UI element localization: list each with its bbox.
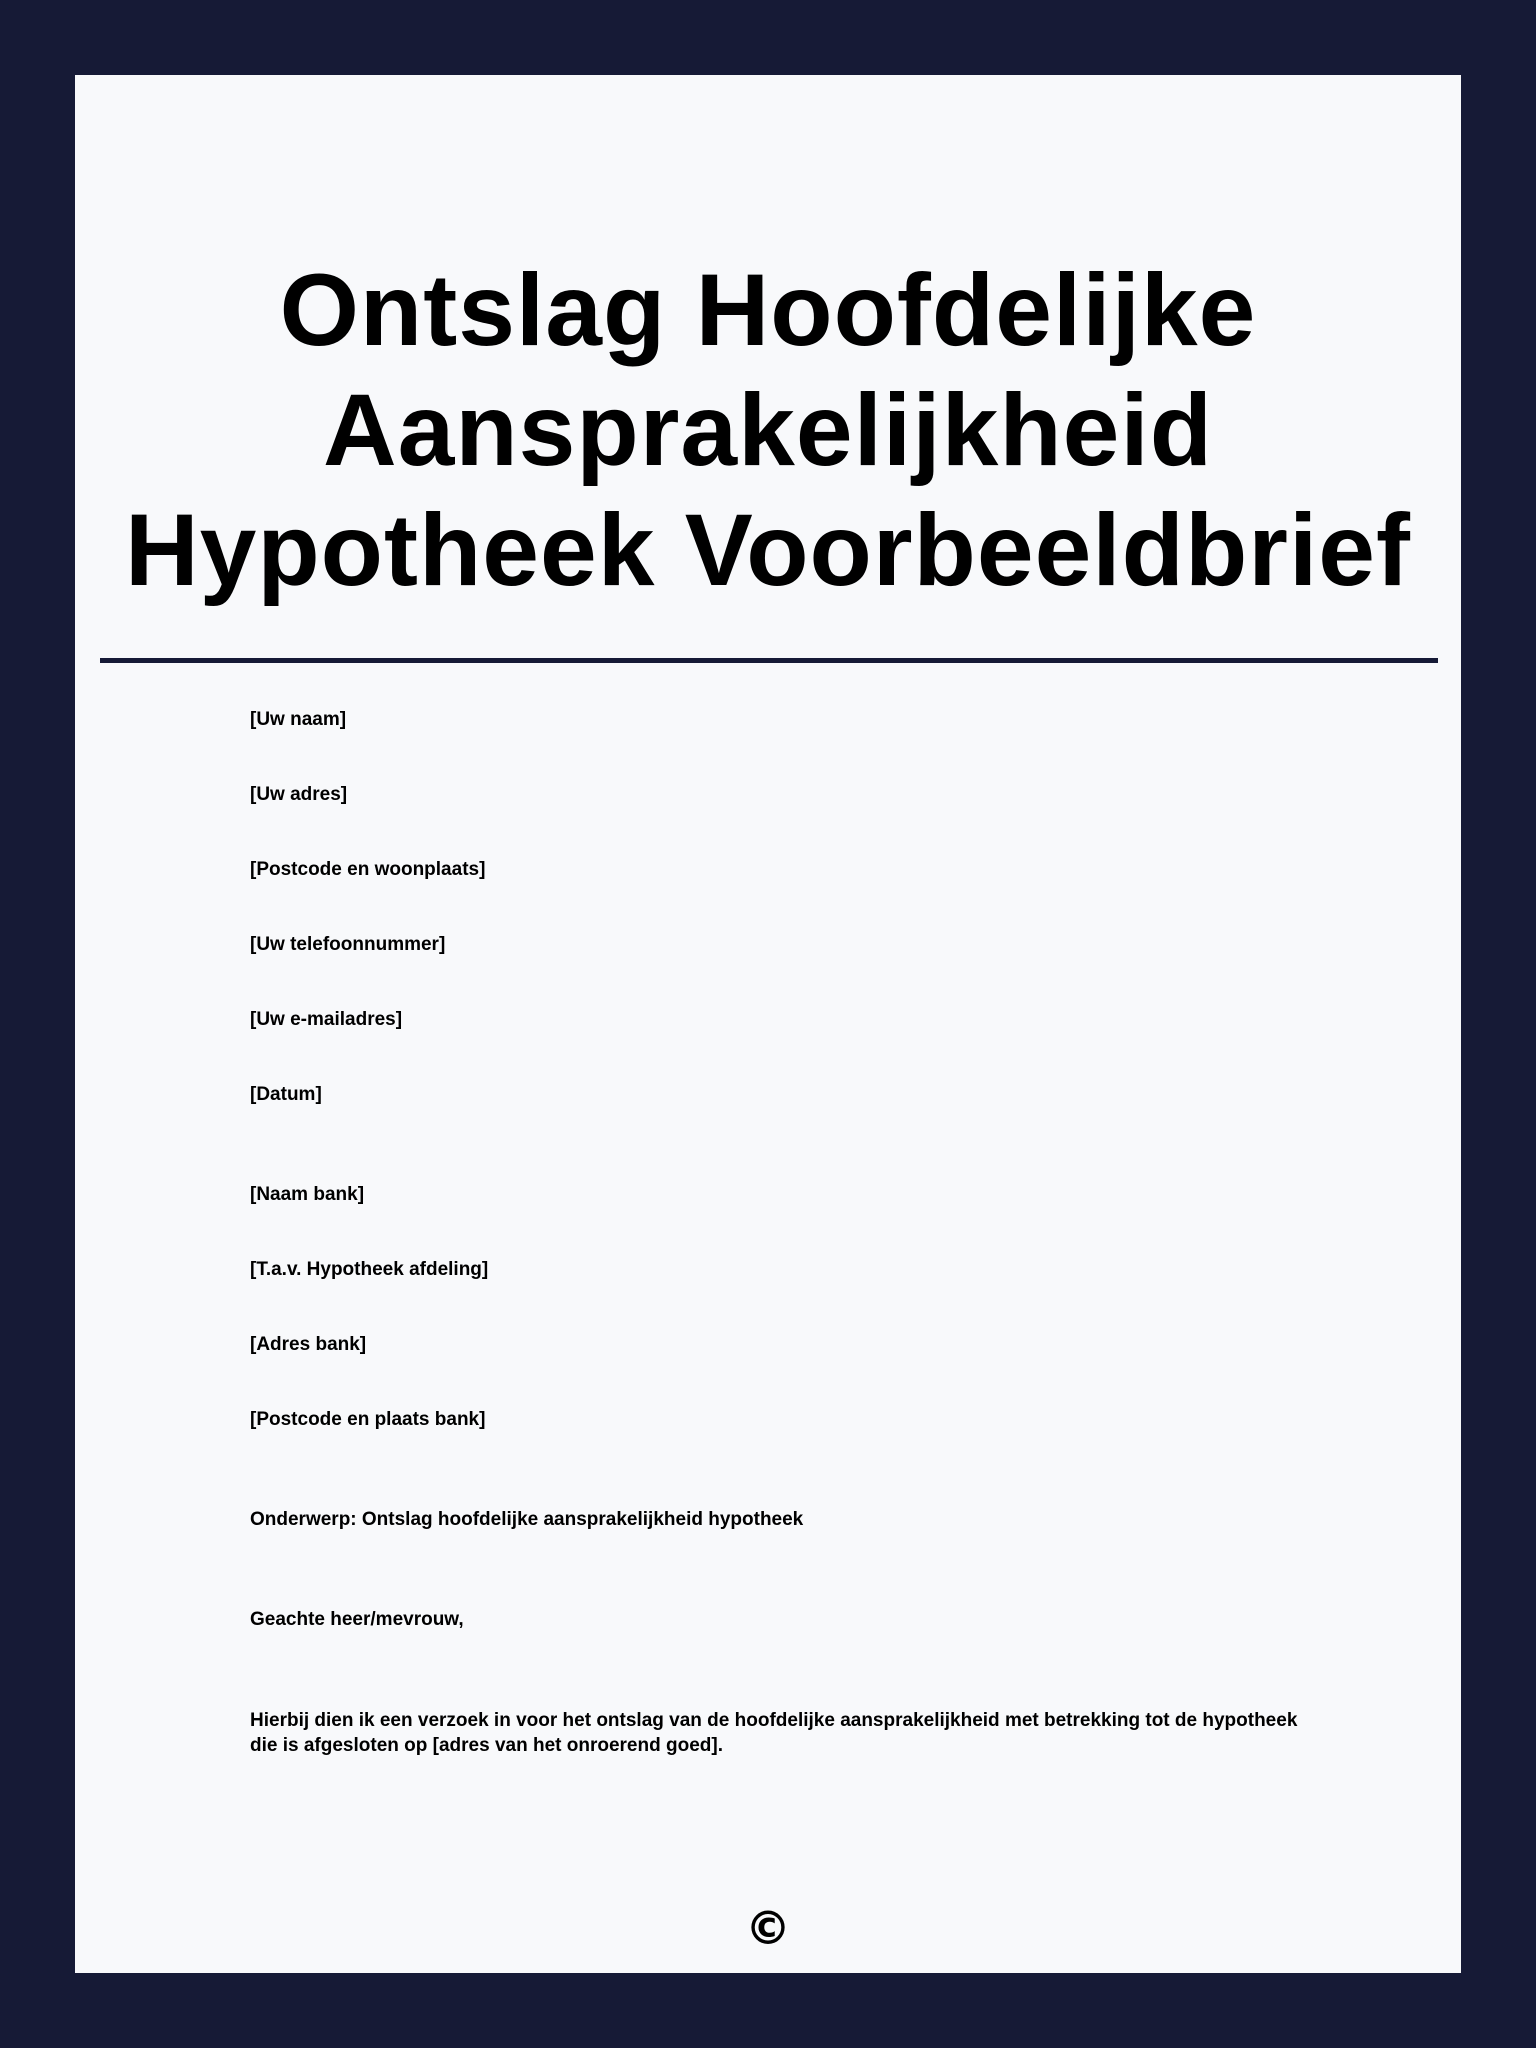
letter-salutation: Geachte heer/mevrouw, [250, 1609, 464, 1630]
document-title: Ontslag Hoofdelijke Aansprakelijkheid Hypotheek Voorbeeldbrief [124, 253, 1411, 607]
document-page [75, 75, 1461, 1973]
sender-postal-city: [Postcode en woonplaats] [250, 859, 486, 880]
letter-date: [Datum] [250, 1084, 322, 1105]
title-divider [100, 658, 1438, 663]
letter-body-paragraph: Hierbij dien ik een verzoek in voor het ontslag van de hoofdelijke aansprakelijkheid met betrekking tot de hypotheek die is afgesloten op [adres van het onroerend goed]. [250, 1710, 1298, 1756]
recipient-bank-address: [Adres bank] [250, 1334, 367, 1355]
letter-subject: Onderwerp: Ontslag hoofdelijke aansprakelijkheid hypotheek [250, 1509, 804, 1530]
sender-name: [Uw naam] [250, 709, 347, 730]
recipient-bank-name: [Naam bank] [250, 1184, 365, 1205]
copyright-icon: © [745, 1901, 791, 1955]
sender-address: [Uw adres] [250, 784, 348, 805]
sender-email: [Uw e-mailadres] [250, 1009, 403, 1030]
recipient-attention: [T.a.v. Hypotheek afdeling] [250, 1259, 489, 1280]
sender-phone: [Uw telefoonnummer] [250, 934, 446, 955]
recipient-bank-postal-city: [Postcode en plaats bank] [250, 1409, 486, 1430]
